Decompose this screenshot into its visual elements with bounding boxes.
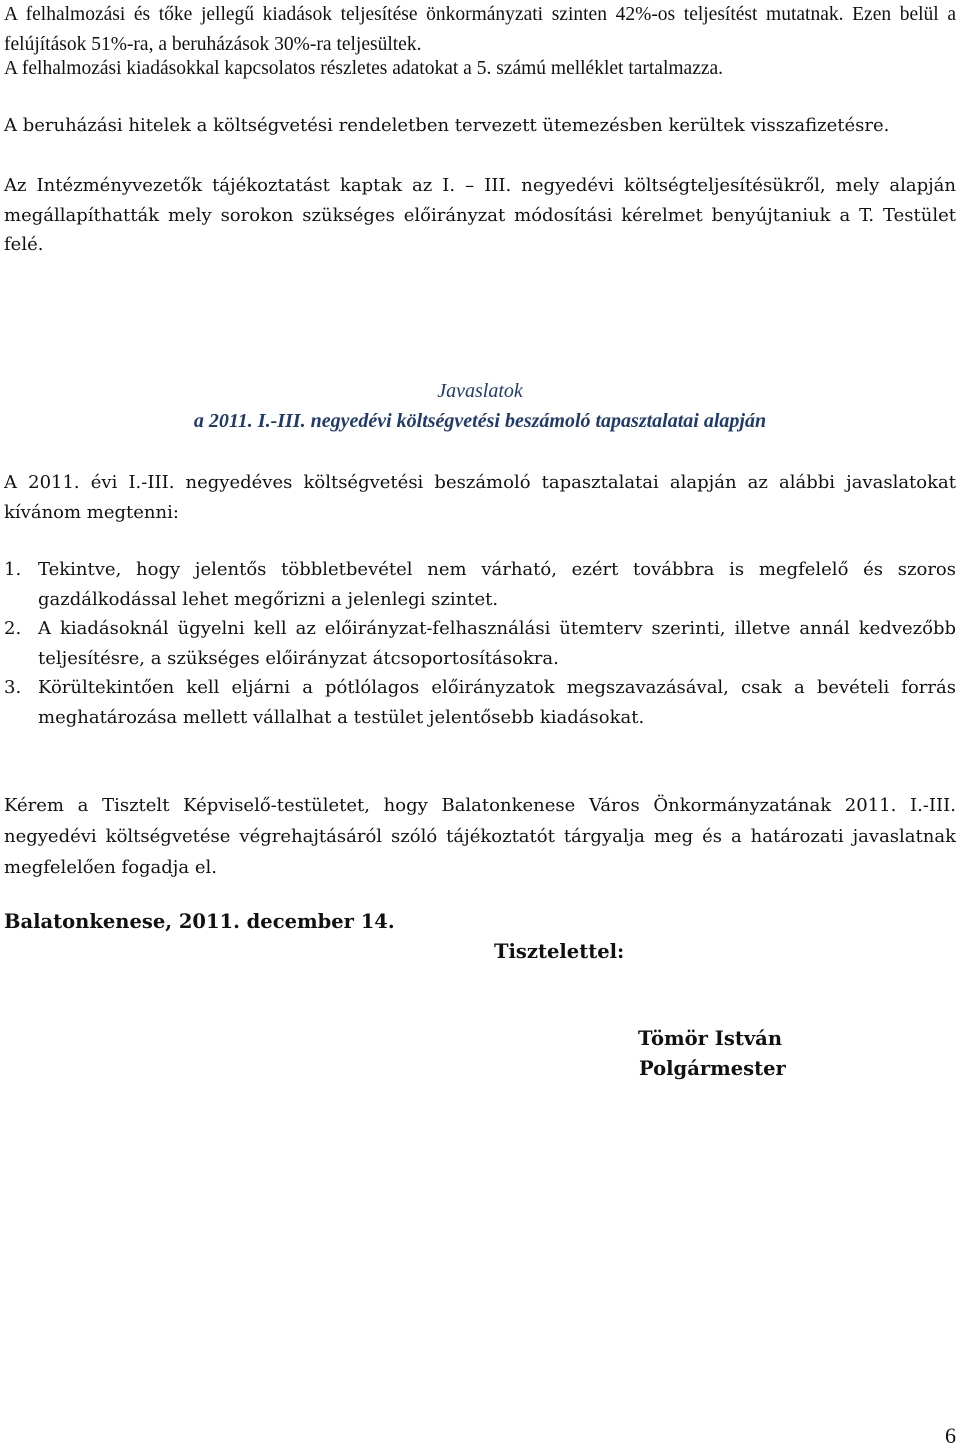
list-number: 2. (4, 618, 22, 639)
paragraph-institution-heads: Az Intézményvezetők tájékoztatást kaptak az I. – III. negyedévi költségteljesítésükről, mely alapján megállapíthatták mely sorokon szükséges előirányzat módosítási kérelmet benyújtaniuk a T. Testület felé. (4, 175, 956, 255)
list-text: Körültekintően kell eljárni a pótlólagos előirányzatok megszavazásával, csak a bevételi forrás meghatározása mellett vállalhat a testület jelentősebb kiadásokat. (38, 677, 956, 728)
request-paragraph: Kérem a Tisztelt Képviselő-testületet, hogy Balatonkenese Város Önkormányzatának 2011. I.-III. negyedévi költségvetése végrehajtásáról szóló tájékoztatót tárgyalja meg és a határozati javaslatnak megfelelően fogadja el. (4, 795, 956, 878)
list-text: Tekintve, hogy jelentős többletbevétel nem várható, ezért továbbra is megfelelő és szoros gazdálkodással lehet megőrizni a jelenlegi szintet. (38, 559, 956, 610)
list-number: 1. (4, 559, 22, 580)
signer-title: Polgármester (639, 1057, 786, 1080)
signer-name: Tömör István (638, 1027, 782, 1050)
intro-paragraph: A 2011. évi I.-III. negyedéves költségvetési beszámoló tapasztalatai alapján az alábbi javaslatokat kívánom megtenni: (4, 472, 956, 523)
section-subtitle: a 2011. I.-III. negyedévi költségvetési beszámoló tapasztalatai alapján (193, 410, 767, 432)
list-number: 3. (4, 677, 22, 698)
greeting: Tisztelettel: (494, 940, 625, 963)
list-text: A kiadásoknál ügyelni kell az előirányzat-felhasználási ütemterv szerinti, illetve annál kedvezőbb teljesítésre, a szükséges előirányzat átcsoportosításokra. (38, 618, 956, 669)
paragraph-loan-repayment: A beruházási hitelek a költségvetési rendeletben tervezett ütemezésben kerültek visszafizetésre. (4, 115, 890, 136)
list-item (4, 673, 956, 732)
page-number: 6 (945, 1423, 956, 1448)
list-item (4, 614, 956, 673)
paragraph-annex-reference: A felhalmozási kiadásokkal kapcsolatos részletes adatokat a 5. számú melléklet tartalmazza. (4, 58, 724, 79)
place-date: Balatonkenese, 2011. december 14. (4, 910, 395, 933)
list-item (4, 555, 956, 614)
paragraph-capital-expenditure: A felhalmozási és tőke jellegű kiadások teljesítése önkormányzati szinten 42%-os teljesítést mutatnak. Ezen belül a felújítások 51%-ra, a beruházások 30%-ra teljesültek. (4, 4, 956, 55)
section-title: Javaslatok (437, 380, 523, 402)
